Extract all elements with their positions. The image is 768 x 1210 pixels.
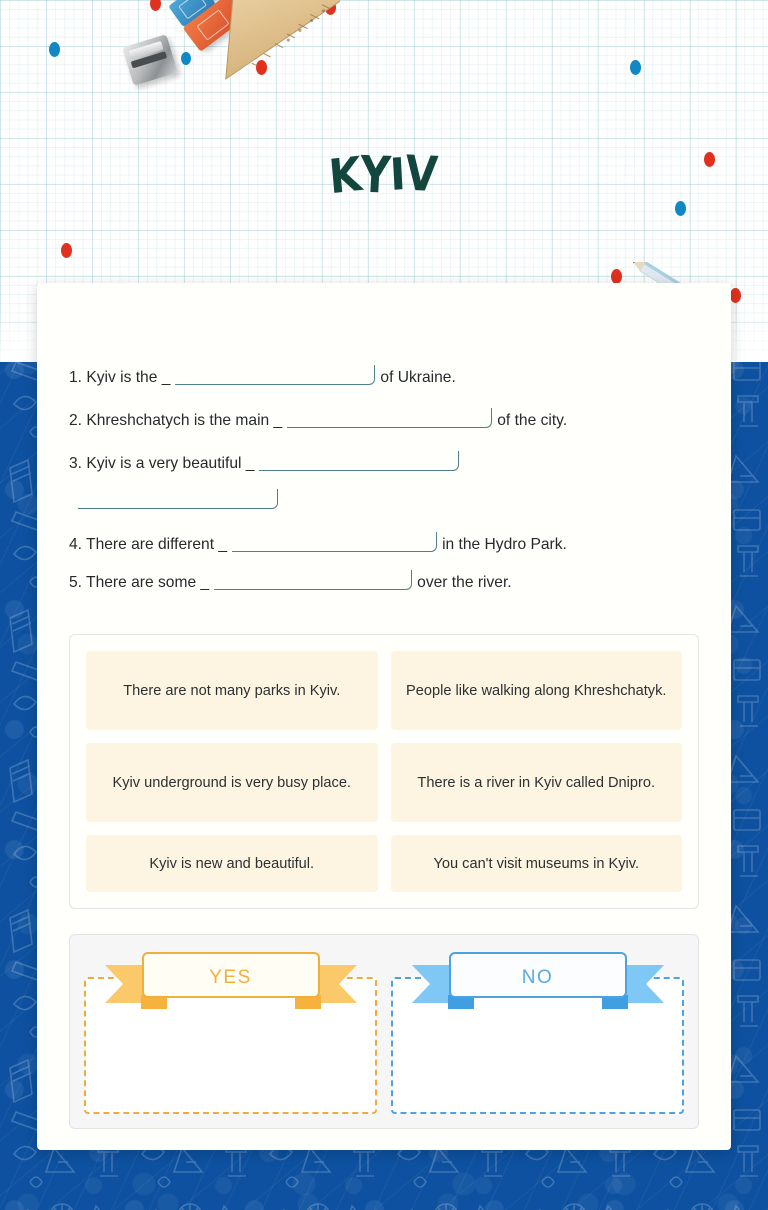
sentence-4-prefix: 4. There are different _ bbox=[69, 536, 228, 553]
sentence-3-blank-continued[interactable] bbox=[78, 489, 278, 509]
sentence-5-blank[interactable] bbox=[214, 570, 412, 590]
sentence-3-wrap bbox=[69, 483, 699, 521]
title-letter: K bbox=[327, 146, 366, 205]
sentence-5-suffix: over the river. bbox=[417, 574, 512, 591]
sentence-3 bbox=[69, 445, 699, 521]
confetti-dot bbox=[61, 243, 72, 258]
confetti-dot bbox=[611, 269, 622, 284]
word-bank-card[interactable]: There are not many parks in Kyiv. bbox=[86, 651, 378, 730]
no-banner bbox=[412, 951, 664, 1009]
sentence-4 bbox=[69, 526, 699, 564]
no-dropzone[interactable] bbox=[391, 967, 684, 1114]
sentence-3-prefix: 3. Kyiv is a very beautiful _ bbox=[69, 455, 255, 472]
yes-label: YES bbox=[209, 967, 252, 988]
word-bank-card[interactable]: People like walking along Khreshchatyk. bbox=[391, 651, 683, 730]
confetti-dot bbox=[630, 60, 641, 75]
title-letter: I bbox=[389, 147, 409, 201]
fill-in-the-blank-exercise bbox=[37, 359, 731, 602]
confetti-dot bbox=[675, 201, 686, 216]
sentence-4-blank[interactable] bbox=[232, 532, 437, 552]
sentence-1-suffix: of Ukraine. bbox=[380, 369, 456, 386]
title-letter: V bbox=[403, 144, 441, 203]
sentence-2 bbox=[69, 402, 699, 440]
sentence-5-prefix: 5. There are some _ bbox=[69, 574, 210, 591]
worksheet-card bbox=[37, 283, 731, 1150]
sentence-2-blank[interactable] bbox=[287, 408, 492, 428]
yes-banner bbox=[105, 951, 357, 1009]
word-bank-card[interactable]: You can't visit museums in Kyiv. bbox=[391, 835, 683, 892]
sentence-4-suffix: in the Hydro Park. bbox=[442, 536, 567, 553]
sentence-2-suffix: of the city. bbox=[497, 412, 568, 429]
sorting-panel bbox=[69, 934, 699, 1129]
sentence-1 bbox=[69, 359, 699, 397]
sentence-2-prefix: 2. Khreshchatych is the main _ bbox=[69, 412, 283, 429]
word-bank-card[interactable]: There is a river in Kyiv called Dnipro. bbox=[391, 743, 683, 822]
sentence-1-prefix: 1. Kyiv is the _ bbox=[69, 369, 171, 386]
wooden-ruler-icon bbox=[190, 0, 340, 110]
confetti-dot bbox=[730, 288, 741, 303]
word-bank-card[interactable]: Kyiv underground is very busy place. bbox=[86, 743, 378, 822]
word-bank-panel bbox=[69, 634, 699, 909]
word-bank-card[interactable]: Kyiv is new and beautiful. bbox=[86, 835, 378, 892]
title-letter: Y bbox=[358, 144, 393, 205]
confetti-dot bbox=[49, 42, 60, 57]
sentence-3-blank[interactable] bbox=[259, 451, 459, 471]
no-label: NO bbox=[521, 967, 554, 988]
sentence-5 bbox=[69, 564, 699, 602]
yes-dropzone[interactable] bbox=[84, 967, 377, 1114]
sentence-1-blank[interactable] bbox=[175, 365, 375, 385]
